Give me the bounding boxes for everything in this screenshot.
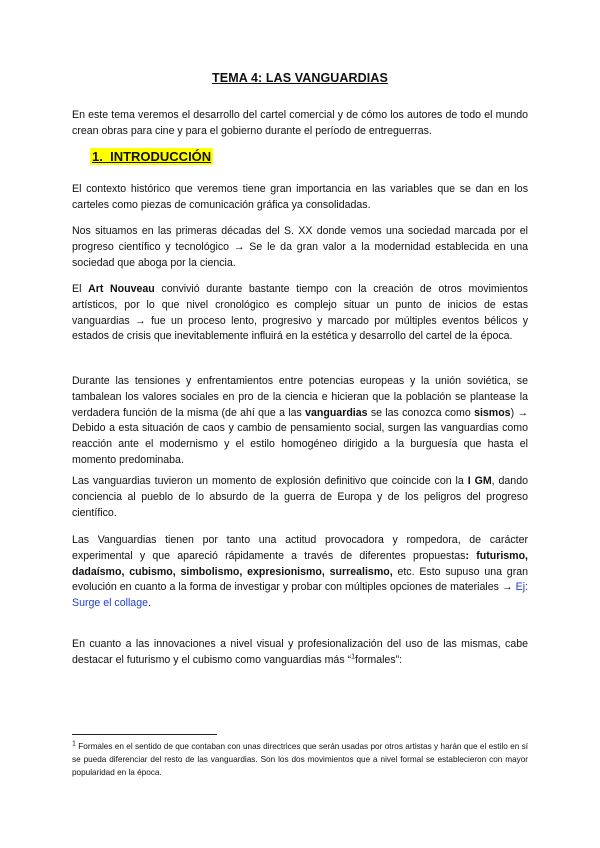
movements-list: : futurismo, dadaísmo, cubismo, simbolismo, expresionismo, surrealismo, (72, 549, 528, 578)
page-title: TEMA 4: LAS VANGUARDIAS (212, 71, 388, 85)
term-sismos: sismos (474, 406, 511, 419)
section-heading (90, 148, 213, 165)
footnote: 1 Formales en el sentido de que contaban con unas directrices que serán usadas por otros artistas y harán que el estilo en sí se pueda diferenciar del resto de las vanguardias. Son los dos movimientos que a nivel formal se establecieron con mayor popularidad en la época. (72, 740, 528, 777)
intro-paragraph: En este tema veremos el desarrollo del cartel comercial y de cómo los autores de todo el mundo crean obras para cine y para el gobierno durante el período de entreguerras. (72, 109, 528, 137)
paragraph-tensions: Durante las tensiones y enfrentamientos entre potencias europeas y la unión soviética, se tambalean los valores sociales en pro de la ciencia e hicieran que la población se plantease la verdadera función de la misma (de ahí que a las vanguardias se las conozca como sismos) → Debido a esta situación de caos y cambio de pensamiento social, surgen las vanguardias como reacción ante el modernismo y el estilo homogéneo dirigido a la burguesía que hasta el momento predominaba. (72, 375, 528, 466)
term-igm: I GM (467, 475, 492, 487)
paragraph-innovations: En cuanto a las innovaciones a nivel visual y profesionalización del uso de las mismas, cabe destacar el futurismo y el cubismo como vanguardias más “$^1$formales”: (72, 638, 528, 666)
section-label: INTRODUCCIÓN (110, 149, 212, 164)
collage-example: Ej: Surge el collage (72, 581, 528, 610)
footnote-mark: 1 (72, 740, 76, 748)
paragraph-movements: Las Vanguardias tienen por tanto una actitud provocadora y rompedora, de carácter experimental y que apareció rápidamente a través de diferentes propuestas: futurismo, dadaísmo, cubismo, simbolismo, expresionismo, surrealismo, etc. Esto supuso una gran evolución en cuanto a la forma de investigar y probar con múltiples opciones de materiales → Ej: Surge el collage. (72, 534, 528, 610)
paragraph-art-nouveau: El Art Nouveau convivió durante bastante tiempo con la creación de otros movimientos artísticos, por lo que nivel cronológico es complejo situar un punto de inicios de estas vanguardias → fue un proceso lento, progresivo y marcado por múltiples eventos bélicos y estados de crisis que inevitablemente influirá en la estética y desarrollo del cartel de la época. (72, 283, 528, 343)
term-art-nouveau: Art Nouveau (88, 283, 155, 295)
paragraph-context: El contexto histórico que veremos tiene gran importancia en las variables que se dan en los carteles como piezas de comunicación gráfica ya consolidadas. (72, 183, 528, 211)
footnote-ref: 1 (351, 653, 355, 661)
paragraph-explosion: Las vanguardias tuvieron un momento de explosión definitivo que coincide con la I GM, dando conciencia al pueblo de lo absurdo de la guerra de Europa y de los peligros del progreso científico. (72, 475, 528, 519)
term-vanguardias: vanguardias (305, 406, 368, 419)
footnote-divider (72, 734, 217, 735)
paragraph-progress: Nos situamos en las primeras décadas del S. XX donde vemos una sociedad marcada por el progreso científico y tecnológico → Se le da gran valor a la modernidad establecida en una sociedad que aboga por la ciencia. (72, 225, 528, 269)
section-number: 1. (92, 149, 103, 164)
